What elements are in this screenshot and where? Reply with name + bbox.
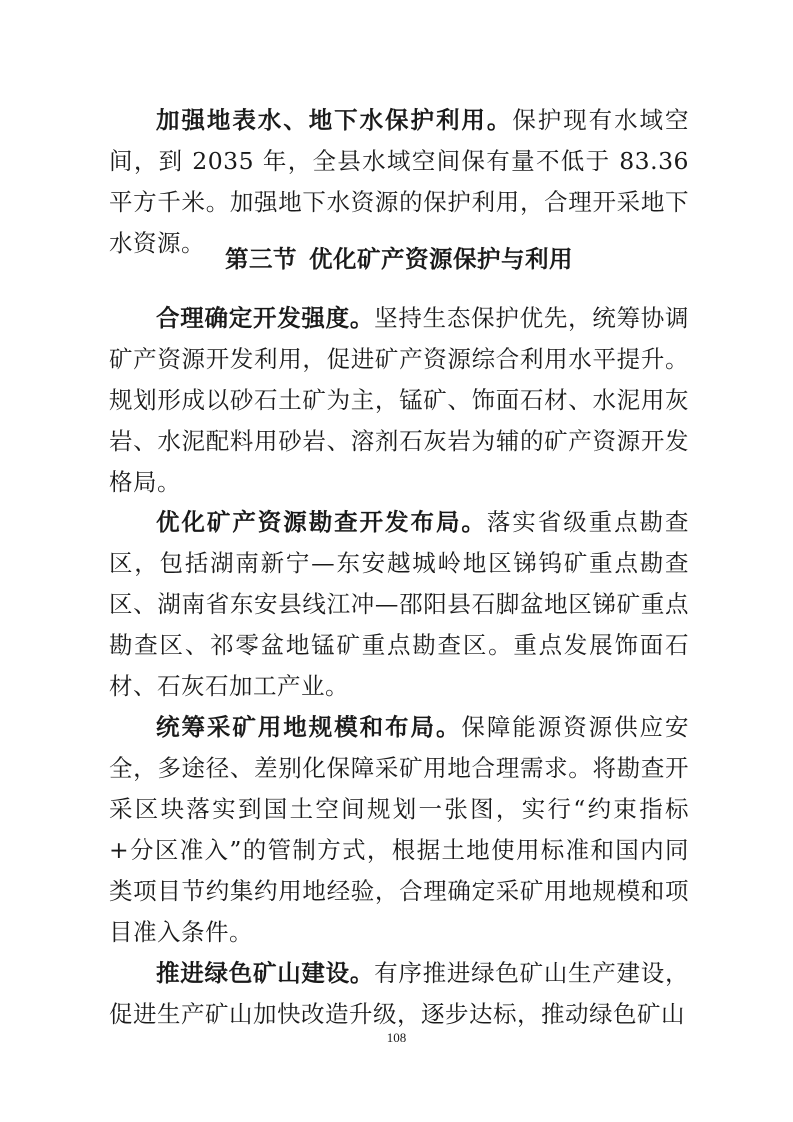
paragraph-body: 落实省级重点勘查区，包括湖南新宁—东安越城岭地区锑钨矿重点勘查区、湖南省东安县线江冲—邵阳县石脚盆地区锑矿重点勘查区、祁零盆地锰矿重点勘查区。重点发展饰面石材、石灰石加工产业。 (109, 508, 690, 700)
paragraph-body: 保障能源资源供应安全，多途径、差别化保障采矿用地合理需求。将勘查开采区块落实到国土空间规划一张图，实行“约束指标+分区准入”的管制方式，根据土地使用标准和国内同类项目节约集约用地经验，合理确定采矿用地规模和项目准入条件。 (109, 713, 690, 946)
paragraph-exploration-layout (109, 502, 689, 707)
paragraph-lead: 加强地表水、地下水保护利用。 (156, 106, 513, 134)
paragraph-body: 有序推进绿色矿山生产建设，促进生产矿山加快改造升级，逐步达标，推动绿色矿山 (109, 959, 690, 1028)
section-number: 第三节 (225, 245, 297, 273)
paragraph-mining-land (109, 707, 689, 953)
paragraph-lead: 优化矿产资源勘查开发布局。 (156, 508, 487, 536)
paragraph-surface-water (109, 100, 689, 264)
paragraph-body: 保护现有水域空间，到 2035 年，全县水域空间保有量不低于 83.36 平方千米。加强地下水资源的保护利用，合理开采地下水资源。 (109, 106, 690, 257)
section-heading (109, 244, 689, 274)
paragraph-lead: 推进绿色矿山建设。 (156, 959, 375, 987)
paragraph-lead: 合理确定开发强度。 (156, 304, 375, 332)
paragraph-body: 坚持生态保护优先，统筹协调矿产资源开发利用，促进矿产资源综合利用水平提升。规划形成以砂石土矿为主，锰矿、饰面石材、水泥用灰岩、水泥配料用砂岩、溶剂石灰岩为辅的矿产资源开发格局。 (109, 304, 690, 496)
paragraph-green-mines (109, 953, 689, 1035)
paragraph-lead: 统筹采矿用地规模和布局。 (156, 713, 462, 741)
section-title: 优化矿产资源保护与利用 (309, 245, 573, 273)
page-number: 108 (386, 1030, 407, 1045)
paragraph-development-intensity (109, 298, 689, 503)
